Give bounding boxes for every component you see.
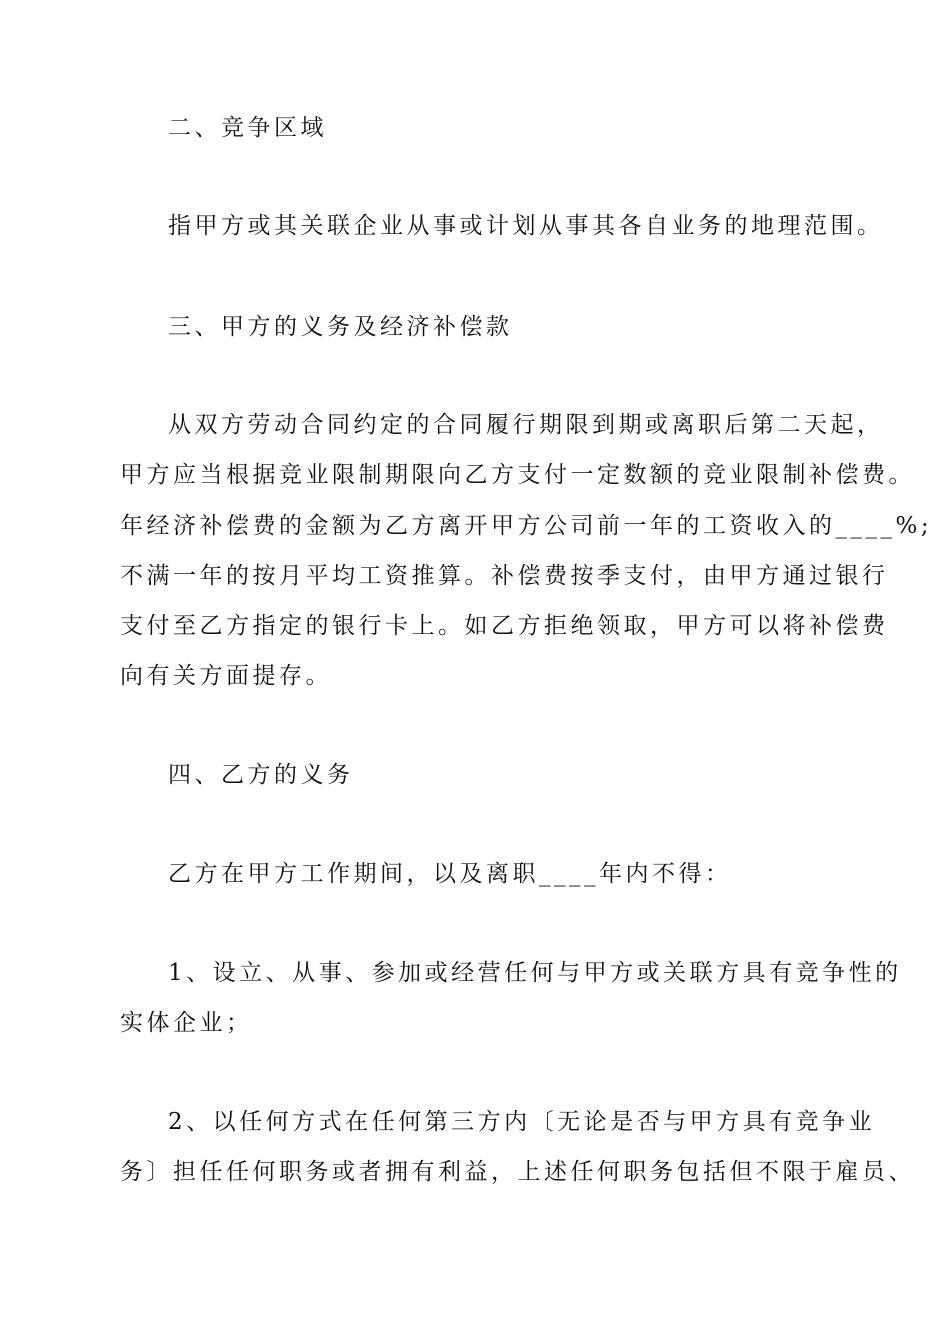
paragraph-line: 乙方在甲方工作期间，以及离职____年内不得： <box>168 861 732 887</box>
paragraph-line: 实体企业； <box>120 1010 253 1036</box>
paragraph-line: 年经济补偿费的金额为乙方离开甲方公司前一年的工资收入的____%; <box>120 513 933 539</box>
paragraph-line: 务〕担任任何职务或者拥有利益，上述任何职务包括但不限于雇员、 <box>120 1159 915 1185</box>
paragraph-line: 从双方劳动合同约定的合同履行期限到期或离职后第二天起， <box>168 412 884 438</box>
paragraph-line: 指甲方或其关联企业从事或计划从事其各自业务的地理范围。 <box>168 213 884 239</box>
paragraph-line: 1、设立、从事、参加或经营任何与甲方或关联方具有竞争性的 <box>168 960 902 986</box>
section-heading-party-b-obligations: 四、乙方的义务 <box>168 762 354 788</box>
section-heading-competition-area: 二、竞争区域 <box>168 115 327 141</box>
section-heading-party-a-obligations: 三、甲方的义务及经济补偿款 <box>168 314 513 340</box>
paragraph-line: 不满一年的按月平均工资推算。补偿费按季支付，由甲方通过银行 <box>120 563 889 589</box>
paragraph-line: 2、以任何方式在任何第三方内〔无论是否与甲方具有竞争业 <box>168 1109 876 1135</box>
paragraph-line: 支付至乙方指定的银行卡上。如乙方拒绝领取，甲方可以将补偿费 <box>120 613 889 639</box>
paragraph-line: 甲方应当根据竞业限制期限向乙方支付一定数额的竞业限制补偿费。 <box>120 462 915 488</box>
paragraph-line: 向有关方面提存。 <box>120 663 332 689</box>
